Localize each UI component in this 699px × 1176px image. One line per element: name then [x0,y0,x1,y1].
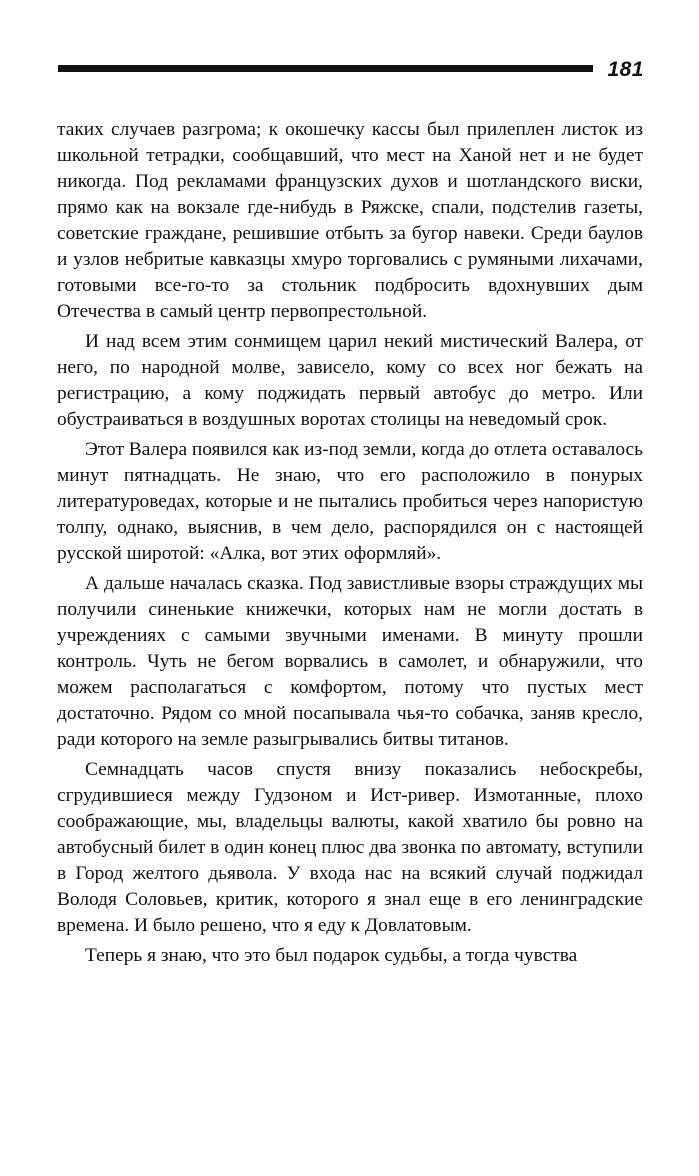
body-text [57,117,643,973]
header-rule [58,65,593,72]
page-header [58,58,648,84]
page-number: 181 [607,58,644,81]
paragraph-1: таких случаев разгрома; к окошечку кассы был прилеплен листок из школьной тетрадки, сообщавший, что мест на Ханой нет и не будет никогда. Под рекламами французских духов и шотландского виски, прямо как на вокзале где-нибудь в Ряжске, спали, подстелив газеты, советские граждане, решившие отбыть за бугор навеки. Среди баулов и узлов небритые кавказцы хмуро торговались с румяными лихачами, готовыми все-го-то за стольник подбросить вдохнувших дым Отечества в самый центр первопрестольной. [57,119,643,322]
paragraph-2: И над всем этим сонмищем царил некий мистический Валера, от него, по народной молве, зависело, кому со всех ног бежать на регистрацию, а кому поджидать первый автобус до метро. Или обустраиваться в воздушных воротах столицы на неведомый срок. [57,331,643,430]
paragraph-4: А дальше началась сказка. Под завистливые взоры страждущих мы получили синенькие книжечки, которых нам не могли достать в учреждениях с самыми звучными именами. В минуту прошли контроль. Чуть не бегом ворвались в самолет, и обнаружили, что можем располагаться с комфортом, потому что пустых мест достаточно. Рядом со мной посапывала чья-то собачка, заняв кресло, ради которого на земле разыгрывались битвы титанов. [57,573,643,750]
paragraph-3: Этот Валера появился как из-под земли, когда до отлета оставалось минут пятнадцать. Не знаю, что его расположило в понурых литературоведах, которые и не пытались пробиться через напористую толпу, однако, выяснив, в чем дело, распорядился он с настоящей русской широтой: «Алка, вот этих оформляй». [57,439,643,564]
paragraph-6: Теперь я знаю, что это был подарок судьбы, а тогда чувства [85,945,578,966]
paragraph-5: Семнадцать часов спустя внизу показались небоскребы, сгрудившиеся между Гудзоном и Ист-ривер. Измотанные, плохо соображающие, мы, владельцы валюты, какой хватило бы ровно на автобусный билет в один конец плюс два звонка по автомату, вступили в Город желтого дьявола. У входа нас на всякий случай поджидал Володя Соловьев, критик, которого я знал еще в его ленинградские времена. И было решено, что я еду к Довлатовым. [57,759,643,936]
